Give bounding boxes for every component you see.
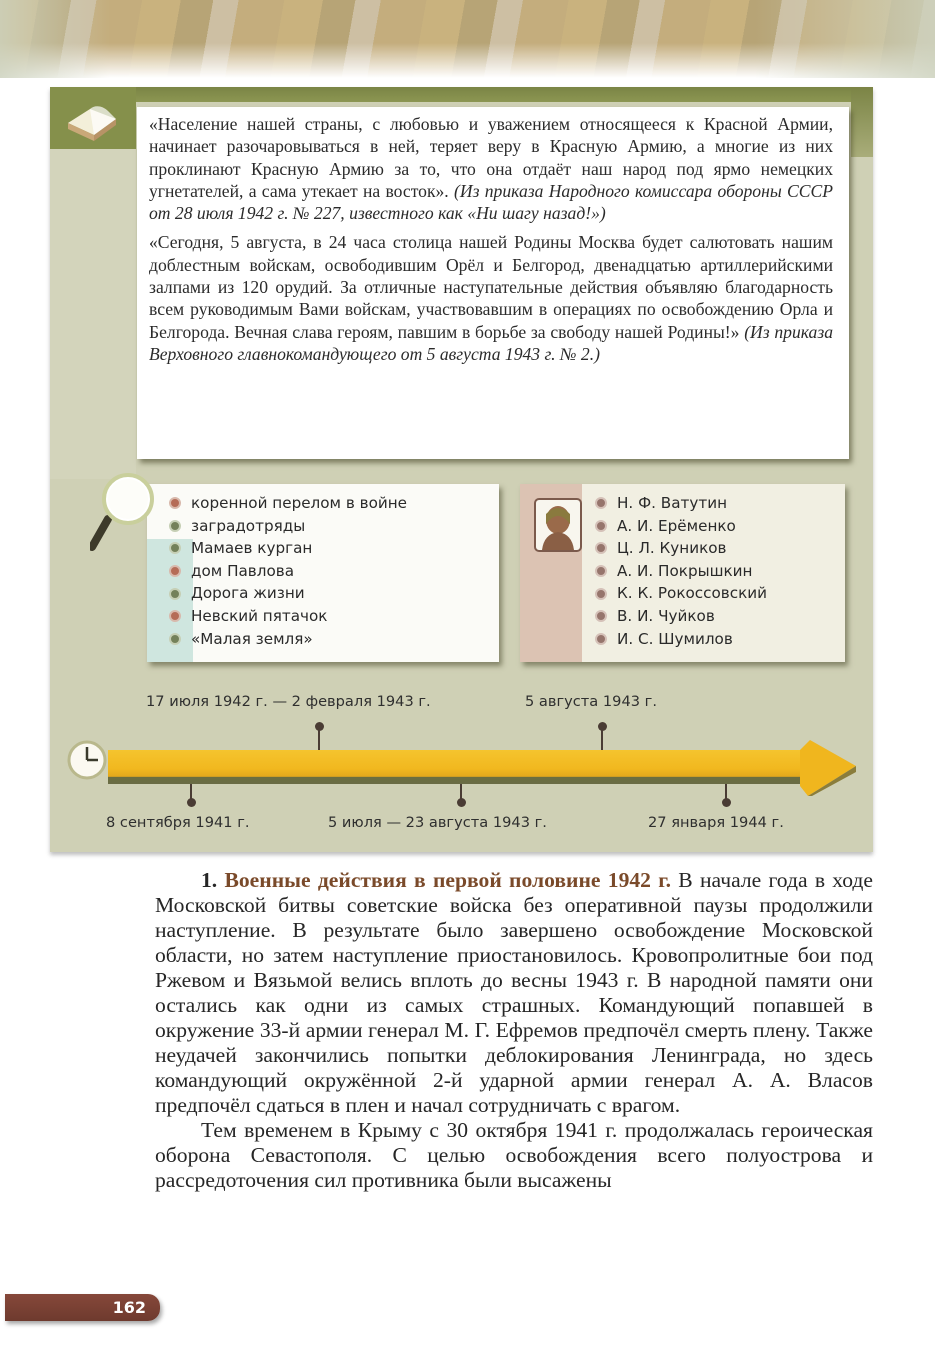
paragraph-2 [155, 1118, 873, 1193]
term-label: Мамаев курган [191, 539, 313, 558]
person-name: И. С. Шумилов [617, 629, 733, 648]
person-silhouette-icon [536, 500, 580, 550]
person-frame [534, 498, 582, 552]
sources-panel [50, 87, 873, 852]
timeline-pin-stem [318, 727, 320, 750]
bullet-icon [169, 497, 181, 509]
term-label: Невский пятачок [191, 606, 328, 625]
timeline-date-above-2: 5 августа 1943 г. [525, 693, 657, 710]
section-number: 1. [201, 868, 218, 892]
bullet-icon [595, 497, 607, 509]
term-item [169, 515, 407, 538]
quote-2 [149, 231, 833, 365]
bullet-icon [595, 565, 607, 577]
open-book-icon [64, 101, 120, 141]
clock-icon [67, 739, 107, 781]
timeline-pin [457, 798, 466, 807]
person-item [595, 628, 767, 651]
person-name: Ц. Л. Куников [617, 539, 727, 558]
term-label: дом Павлова [191, 561, 295, 580]
term-item [169, 582, 407, 605]
timeline-pin [187, 798, 196, 807]
panel-right-rail [851, 87, 873, 157]
section-heading [201, 868, 671, 892]
banner-fade-right [755, 0, 935, 78]
bullet-icon [595, 588, 607, 600]
bullet-icon [169, 565, 181, 577]
term-label: Дорога жизни [191, 584, 305, 603]
person-name: Н. Ф. Ватутин [617, 494, 728, 512]
person-item [595, 492, 767, 515]
person-name: К. К. Рокоссовский [617, 584, 767, 603]
bullet-icon [595, 542, 607, 554]
bullet-icon [595, 633, 607, 645]
term-item [169, 628, 407, 651]
quote-1-source: (Из приказа Народного комиссара обороны СССР от 28 июля 1942 г. № 227, известного как «Ни шагу назад!») [149, 180, 833, 224]
quote-1-text: «Население нашей страны, с любовью и уважением относящееся к Красной Армии, начинает разочаровываться в ней, теряет веру в Красную Армию, а многие из них проклинают Красную Армию за то, что она отдаёт наш народ под ярмо немецких угнетателей, а сама утекает на восток». [149, 114, 833, 201]
person-item [595, 605, 767, 628]
bullet-icon [595, 520, 607, 532]
term-label: коренной перелом в войне [191, 494, 408, 512]
paragraph-1 [155, 868, 873, 1118]
historical-figures-card [520, 484, 845, 662]
bullet-icon [169, 542, 181, 554]
people-card-accent [520, 484, 582, 662]
panel-icon-tile [50, 87, 136, 149]
terms-list [169, 492, 407, 650]
quote-1 [149, 113, 833, 224]
person-name: А. И. Ерёменко [617, 516, 736, 535]
page-number: 162 [112, 1298, 146, 1317]
page-number-tab [5, 1294, 160, 1321]
section-title: Военные действия в первой половине 1942 г. [224, 868, 671, 892]
timeline-arrow-head [800, 740, 860, 796]
person-name: А. И. Покрышкин [617, 561, 753, 580]
person-item [595, 537, 767, 560]
paragraph-1-text: В начале года в ходе Московской битвы советские войска без оперативной паузы продолжили наступление. В результате было завершено освобождение Московской области, но затем наступление приостановилось. Кровопролитные бои под Ржевом и Вязьмой велись вплоть до весны 1943 г. В народной памяти они остались как одни из самых страшных. Командующий попавшей в окружение 33-й армии генерал М. Г. Ефремов предпочёл смерть плену. Также неудачей закончились попытки деблокирования Ленинграда, но здесь командующий окружённой 2-й ударной армии генерал А. А. Власов предпочёл сдаться в плен и начал сотрудничать с врагом. [155, 868, 874, 1117]
paragraph-2-text: Тем временем в Крыму с 30 октября 1941 г. продолжалась героическая оборона Севастополя. С целью освобождения всего полуострова и рассредоточения сил противника были высажены [155, 1118, 873, 1192]
term-item [169, 537, 407, 560]
people-list [595, 492, 767, 650]
person-item [595, 515, 767, 538]
timeline-pin-stem [601, 727, 603, 750]
main-text [155, 868, 873, 1193]
bullet-icon [169, 610, 181, 622]
decorative-header-banner [0, 0, 935, 78]
term-item [169, 605, 407, 628]
timeline-date-above-1: 17 июля 1942 г. — 2 февраля 1943 г. [146, 693, 431, 710]
bullet-icon [169, 633, 181, 645]
person-name: В. И. Чуйков [617, 606, 715, 625]
timeline-date-below-3: 27 января 1944 г. [648, 814, 784, 831]
timeline-arrow-bar [108, 750, 813, 784]
timeline-date-below-2: 5 июля — 23 августа 1943 г. [328, 814, 547, 831]
quote-2-text: «Сегодня, 5 августа, в 24 часа столица нашей Родины Москва будет салютовать нашим доблестным войскам, освободившим Орёл и Белгород, двенадцатью артиллерийскими залпами из 120 орудий. За отличные наступательные действия объявляю благодарность всем руководимым Вами войскам, участвовавшим в операциях по освобождению Орла и Белгорода. Вечная слава героям, павшим в борьбе за свободу нашей Родины!» [149, 232, 833, 342]
term-item [169, 492, 407, 515]
bullet-icon [169, 520, 181, 532]
person-item [595, 582, 767, 605]
banner-fade-left [0, 0, 110, 78]
magnifier-icon [90, 467, 162, 562]
term-item [169, 560, 407, 583]
term-label: заградотряды [191, 516, 306, 535]
person-item [595, 560, 767, 583]
bullet-icon [169, 588, 181, 600]
panel-top-band [50, 87, 873, 102]
timeline-date-below-1: 8 сентября 1941 г. [106, 814, 250, 831]
key-terms-card [147, 484, 499, 662]
panel-left-column [50, 149, 136, 479]
term-label: «Малая земля» [191, 629, 313, 648]
timeline-pin [722, 798, 731, 807]
quote-2-source: (Из приказа Верховного главнокомандующего от 5 августа 1943 г. № 2.) [149, 321, 833, 364]
quotes-box [137, 107, 849, 459]
bullet-icon [595, 610, 607, 622]
